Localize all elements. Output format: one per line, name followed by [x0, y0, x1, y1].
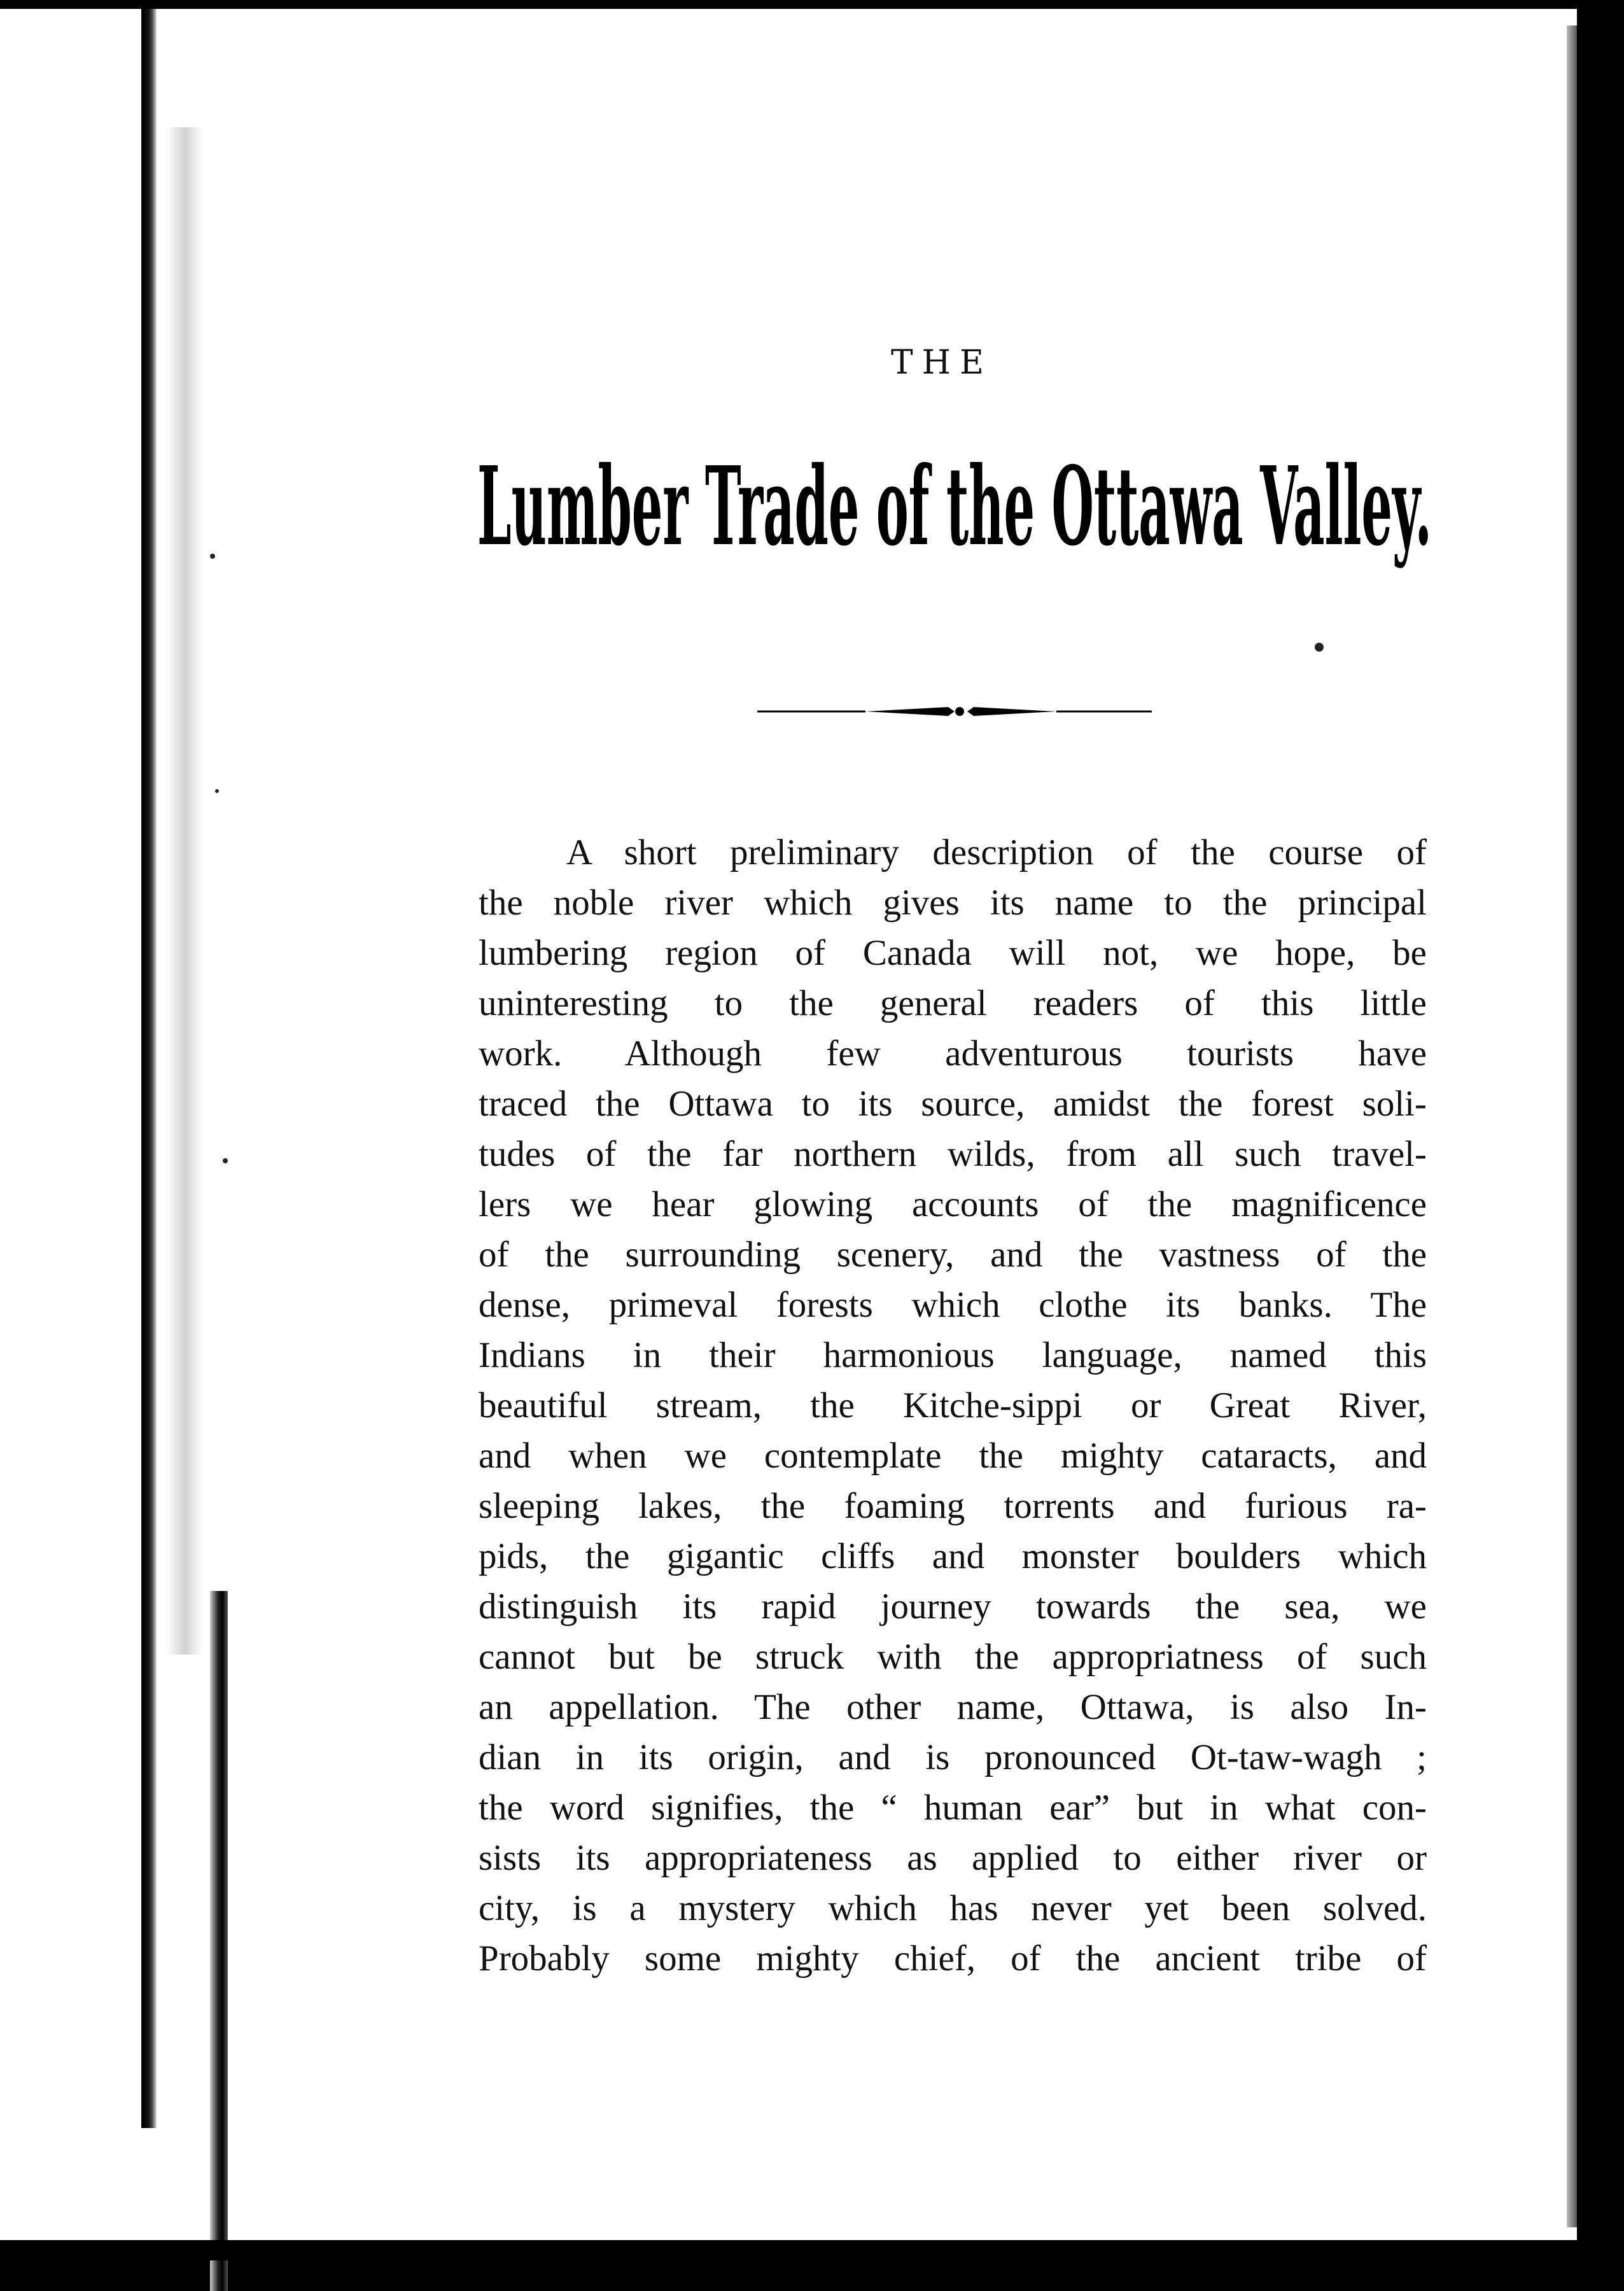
ornament-divider-icon	[757, 700, 1152, 723]
text-line: tudes of the far northern wilds, from all such travel-	[479, 1134, 1427, 1174]
text-line: dense, primeval forests which clothe its banks. The	[479, 1285, 1427, 1325]
running-head: THE	[891, 344, 993, 382]
book-binding-fold	[210, 1591, 228, 2291]
text-line: sleeping lakes, the foaming torrents and furious ra-	[479, 1486, 1427, 1526]
text-line: beautiful stream, the Kitche-sippi or Great River,	[479, 1385, 1427, 1426]
ornamental-rule	[757, 700, 1152, 723]
text-line: the word signifies, the “ human ear” but in what con-	[479, 1788, 1427, 1828]
text-line: an appellation. The other name, Ottawa, is also In-	[479, 1687, 1427, 1727]
text-line: pids, the gigantic cliffs and monster boulders which	[479, 1536, 1427, 1576]
text-line: lumbering region of Canada will not, we hope, be	[479, 933, 1427, 973]
text-line: uninteresting to the general readers of this little	[479, 983, 1427, 1023]
title-text: Lumber Trade of the Ottawa Valley.	[477, 443, 1432, 570]
book-binding-shadow	[141, 9, 157, 2128]
scan-speck	[215, 789, 219, 793]
text-line: city, is a mystery which has never yet been solved.	[479, 1888, 1427, 1928]
text-line: work. Although few adventurous tourists have	[479, 1033, 1427, 1074]
body-paragraph	[479, 827, 1427, 1984]
text-line: sists its appropriateness as applied to either river or	[479, 1838, 1427, 1878]
scan-border-top	[0, 0, 1624, 9]
chapter-title	[471, 417, 1438, 608]
text-line: distinguish its rapid journey towards the sea, we	[479, 1587, 1427, 1627]
text-line: Probably some mighty chief, of the ancient tribe of	[479, 1938, 1427, 1979]
scan-page-edge	[1567, 25, 1577, 2227]
scan-speck	[1315, 643, 1324, 652]
text-line: the noble river which gives its name to the principal	[479, 883, 1427, 923]
scan-speck	[210, 554, 215, 559]
text-line: Indians in their harmonious language, named this	[479, 1335, 1427, 1375]
scan-border-bottom	[0, 2240, 1624, 2260]
text-line: A short preliminary description of the course of	[566, 832, 1427, 872]
text-line: lers we hear glowing accounts of the magnificence	[479, 1184, 1427, 1224]
scan-speck	[223, 1158, 228, 1163]
text-line: cannot but be struck with the appropriatness of such	[479, 1637, 1427, 1677]
text-line: and when we contemplate the mighty cataracts, and	[479, 1436, 1427, 1476]
text-line: dian in its origin, and is pronounced Ot-taw-wagh ;	[479, 1737, 1427, 1777]
text-line: traced the Ottawa to its source, amidst the forest soli-	[479, 1084, 1427, 1124]
text-line: of the surrounding scenery, and the vastness of the	[479, 1235, 1427, 1275]
scan-border-right	[1577, 9, 1624, 2260]
blackletter-title-graphic	[471, 417, 1438, 608]
